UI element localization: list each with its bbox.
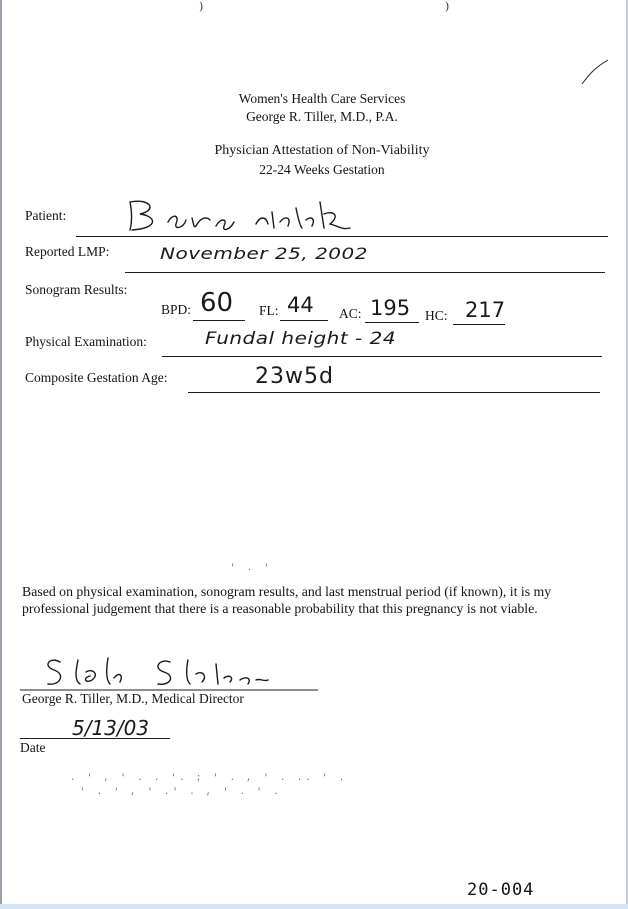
date-underline: [20, 738, 170, 739]
punch-mark-right: ): [445, 0, 450, 13]
lmp-label: Reported LMP:: [25, 244, 110, 259]
page-number: 20-004: [467, 880, 535, 900]
date-value: 5/13/03: [72, 716, 150, 740]
date-label: Date: [20, 740, 46, 755]
patient-name-redacted-scribble: [120, 190, 360, 238]
scan-specks: ' . ': [230, 563, 273, 573]
lmp-value: November 25, 2002: [160, 244, 368, 263]
patient-label: Patient:: [25, 208, 67, 223]
exam-value: Fundal height - 24: [205, 328, 397, 349]
ac-underline: [365, 322, 419, 323]
scan-noise-row-2: ' . ' , ' .' . , ' . ' .: [80, 787, 282, 797]
org-name: Women's Health Care Services: [238, 91, 406, 106]
form-subtitle: 22-24 Weeks Gestation: [259, 162, 385, 177]
pen-mark: [580, 58, 610, 88]
lmp-underline: [125, 272, 605, 273]
bpd-value: 60: [200, 288, 234, 318]
hc-label: HC:: [425, 308, 448, 323]
composite-label: Composite Gestation Age:: [25, 370, 168, 385]
exam-underline: [162, 356, 602, 357]
attestation-statement: Based on physical examination, sonogram results, and last menstrual period (if known), it is my professional judgement that there is a reasonable probability that this pregnancy is not viable.: [22, 584, 552, 616]
fl-value: 44: [287, 293, 314, 317]
ac-value: 195: [370, 296, 411, 320]
viewer-bottom-edge: [0, 904, 628, 909]
fl-underline: [280, 320, 328, 321]
bpd-label: BPD:: [161, 302, 192, 317]
page-edge-left: [0, 0, 2, 909]
physician-line: George R. Tiller, M.D., P.A.: [246, 109, 398, 124]
sonogram-label: Sonogram Results:: [25, 282, 128, 297]
bpd-underline: [193, 320, 245, 321]
composite-underline: [188, 392, 600, 393]
ac-label: AC:: [339, 306, 362, 321]
fl-label: FL:: [259, 303, 279, 318]
signer-line: George R. Tiller, M.D., Medical Director: [22, 691, 244, 706]
hc-value: 217: [465, 298, 506, 322]
form-title: Physician Attestation of Non-Viability: [214, 143, 430, 158]
hc-underline: [453, 324, 505, 325]
scan-noise-row-1: . ' , ' . . '. ; ' . , ' . .. ' .: [70, 773, 348, 783]
punch-mark-left: ): [199, 0, 204, 13]
physician-signature: [20, 650, 320, 694]
composite-value: 23w5d: [255, 364, 334, 389]
exam-label: Physical Examination:: [25, 334, 147, 349]
